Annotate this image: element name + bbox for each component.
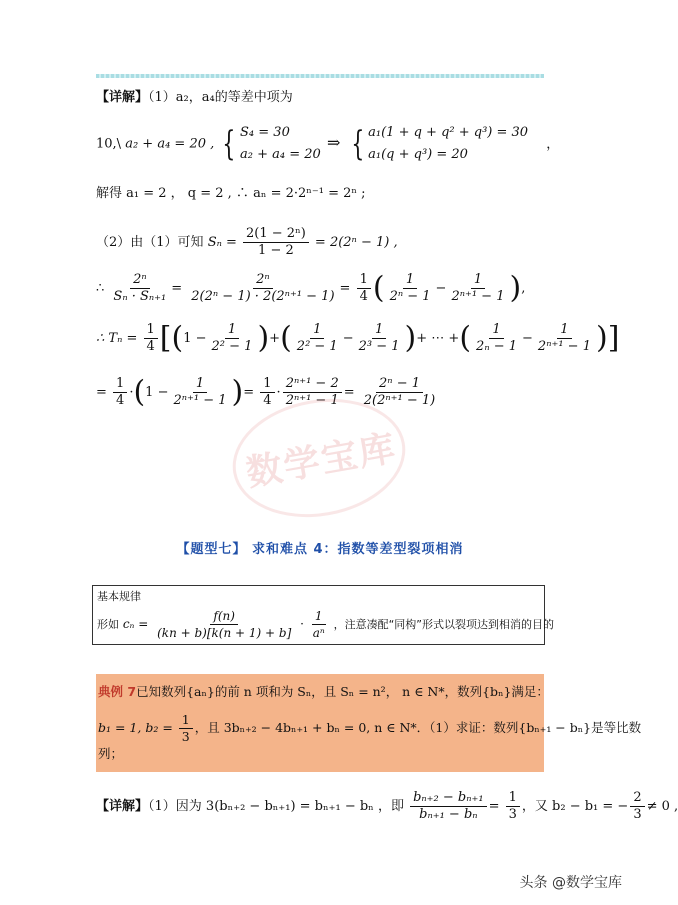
watermark-seal: 数学宝库: [223, 386, 414, 530]
example-line-2: b₁ = 1, b₂ = $\frac{1}{3}$ ，且 3bₙ₊₂ − 4bₙ₊₁ + bₙ = 0, n ∈ N*．（1）求证：数列{bₙ₊₁ − bₙ}是等比数: [98, 712, 642, 744]
tn-line: ∴ Tₙ = $\frac{1}{4}$ [(1 − $\frac{1}{\text{2² − 1}}$ )+( $\frac{1}{\text{2² − 1}}$ − $\frac{1}{\text{2³ − 1}}$ )+ ⋯ +( $\frac{1}{\text{2ₙ − 1}}$ − $\frac{1}{\text{2ⁿ⁺¹ − 1}}$ )]: [96, 320, 620, 356]
example-box: [96, 674, 642, 772]
example-line-1: 典例 7已知数列{aₙ}的前 n 项和为 Sₙ，且 Sₙ = n²， n ∈ N*，数列{bₙ}满足：: [98, 684, 549, 699]
solve-line: 解得 a₁ = 2 ， q = 2 , ∴ aₙ = 2·2ⁿ⁻¹ = 2ⁿ ;: [96, 186, 366, 201]
sn-line: （2）由（1）可知 Sₙ = $\frac{\text{2(1 − 2ⁿ)}}{1 - 2}$ = 2(2ⁿ − 1) ,: [96, 226, 398, 258]
footer-watermark: 头条 @数学宝库: [519, 875, 622, 891]
final-line: = $\frac{1}{4}$ ·(1 − $\frac{1}{\text{2ⁿ⁺¹ − 1}}$ )= $\frac{1}{4}$ · $\frac{\text{2ⁿ⁺¹ − 2}}{\text{2ⁿ⁺¹ − 1}}$ = $\frac{\text{2ⁿ − 1}}{\text{2(2ⁿ⁺¹ − 1)}}$: [96, 374, 436, 410]
rule-box: [92, 585, 554, 645]
ratio-line: ∴ $\frac{\text{2ⁿ}}{\text{Sₙ · Sₙ₊₁}}$ = $\frac{\text{2ⁿ}}{\text{2(2ⁿ − 1) · 2(2ⁿ⁺¹ − 1)}}$ = $\frac{1}{4}$ ( $\frac{1}{\text{2ⁿ − 1}}$ − $\frac{1}{\text{2ⁿ⁺¹ − 1}}$ ),: [96, 270, 526, 306]
equation-system: 10,\ a₂ + a₄ = 20 , { S₄ = 30 a₂ + a₄ = 20 ⇒ { a₁(1 + q + q² + q³) = 30 a₁(q + q³) = 20 ，: [96, 124, 560, 164]
solution-intro: 【详解】（1）a₂，a₄的等差中项为: [96, 90, 293, 105]
rule-box-formula: 形如 cₙ = $\frac{f(n)}{(kn + b)[k(n + 1) + b]}$ · $\frac{1}{\text{aⁿ}}$ ，注意凑配“同构”形式以裂项达到相消的目的: [97, 609, 554, 640]
header-rule: [96, 74, 544, 78]
section-title: 【题型七】 求和难点 4：指数等差型裂项相消: [176, 542, 464, 557]
example-line-3: 列；: [98, 746, 124, 761]
rule-box-title: 基本规律: [97, 590, 141, 603]
solution2-line: 【详解】（1）因为 3(bₙ₊₂ − bₙ₊₁) = bₙ₊₁ − bₙ ，即 $\frac{\text{bₙ₊₂ − bₙ₊₁}}{\text{bₙ₊₁ − bₙ}}$ = $\frac{1}{3}$ ，又 b₂ − b₁ = − $\frac{2}{3}$ ≠ 0 ,: [96, 790, 678, 822]
